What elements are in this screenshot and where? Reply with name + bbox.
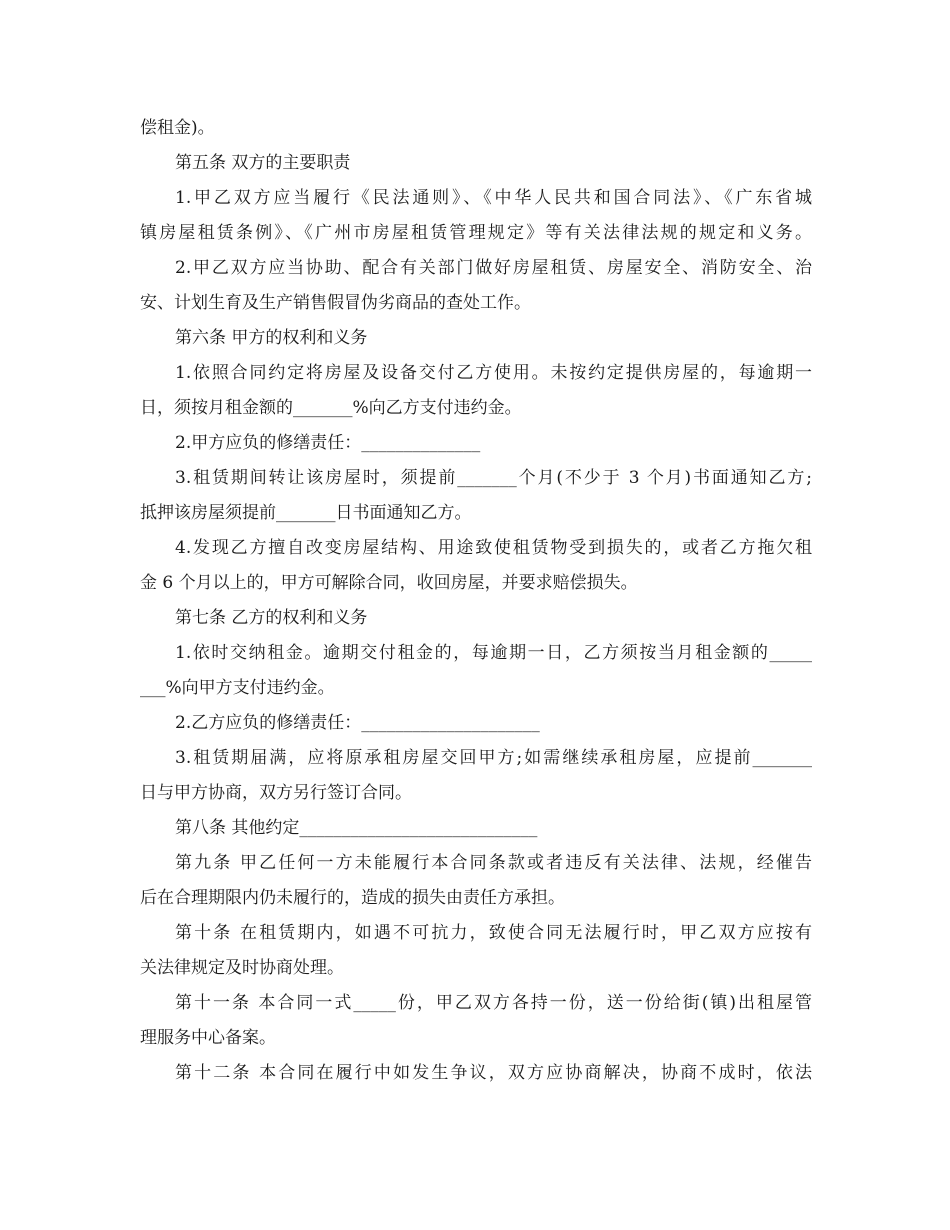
paragraph-line: 关法律规定及时协商处理。 — [140, 958, 344, 978]
paragraph-line: 理服务中心备案。 — [140, 1028, 276, 1048]
paragraph-line: 3.租赁期届满，应将原承租房屋交回甲方;如需继续承租房屋，应提前_______ — [175, 748, 812, 768]
section-heading: 第六条 甲方的权利和义务 — [175, 328, 368, 348]
paragraph-line: 镇房屋租赁条例》、《广州市房屋租赁管理规定》等有关法律法规的规定和义务。 — [140, 223, 812, 243]
paragraph-line: 日与甲方协商，双方另行签订合同。 — [140, 783, 412, 803]
paragraph-line: 4.发现乙方擅自改变房屋结构、用途致使租赁物受到损失的，或者乙方拖欠租 — [175, 538, 812, 558]
section-heading: 第七条 乙方的权利和义务 — [175, 608, 368, 628]
paragraph-line: 2.甲乙双方应当协助、配合有关部门做好房屋租赁、房屋安全、消防安全、治 — [175, 258, 812, 278]
section-heading: 第八条 其他约定____________________________ — [175, 818, 538, 838]
paragraph-line: 偿租金)。 — [140, 118, 215, 138]
paragraph-line: 1.甲乙双方应当履行《民法通则》、《中华人民共和国合同法》、《广东省城 — [175, 188, 812, 208]
paragraph-line: 2.乙方应负的修缮责任：_____________________ — [175, 713, 540, 733]
paragraph-line: 第十条 在租赁期内，如遇不可抗力，致使合同无法履行时，甲乙双方应按有 — [175, 923, 812, 943]
paragraph-line: 安、计划生育及生产销售假冒伪劣商品的查处工作。 — [140, 293, 531, 313]
paragraph-line: 第十二条 本合同在履行中如发生争议，双方应协商解决，协商不成时，依法 — [175, 1063, 812, 1083]
paragraph-line: 3.租赁期间转让该房屋时，须提前_______个月(不少于 3 个月)书面通知乙方; — [175, 468, 812, 488]
section-heading: 第五条 双方的主要职责 — [175, 153, 351, 173]
paragraph-line: 1.依照合同约定将房屋及设备交付乙方使用。未按约定提供房屋的，每逾期一 — [175, 363, 812, 383]
paragraph-line: 后在合理期限内仍未履行的，造成的损失由责任方承担。 — [140, 888, 565, 908]
paragraph-line: 日，须按月租金额的_______%向乙方支付违约金。 — [140, 398, 522, 418]
paragraph-line: 抵押该房屋须提前_______日书面通知乙方。 — [140, 503, 472, 523]
paragraph-line: 金 6 个月以上的，甲方可解除合同，收回房屋，并要求赔偿损失。 — [140, 573, 638, 593]
paragraph-line: ___%向甲方支付违约金。 — [140, 678, 335, 698]
paragraph-line: 2.甲方应负的修缮责任：______________ — [175, 433, 481, 453]
paragraph-line: 1.依时交纳租金。逾期交付租金的，每逾期一日，乙方须按当月租金额的_____ — [175, 643, 812, 663]
paragraph-line: 第十一条 本合同一式_____份，甲乙双方各持一份，送一份给街(镇)出租屋管 — [175, 993, 812, 1013]
paragraph-line: 第九条 甲乙任何一方未能履行本合同条款或者违反有关法律、法规，经催告 — [175, 853, 812, 873]
